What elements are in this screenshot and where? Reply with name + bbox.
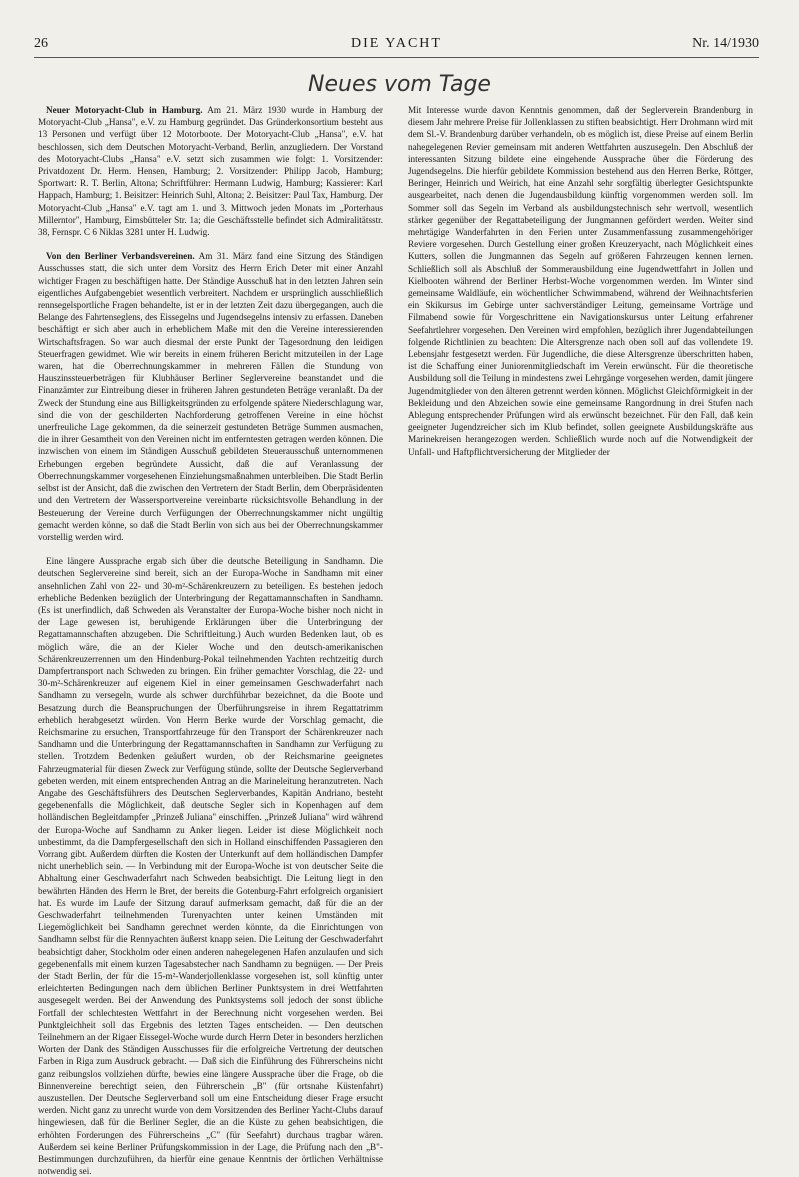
article-columns <box>38 104 753 1177</box>
article-2-paragraph-2: Eine längere Aussprache ergab sich über die deutsche Beteiligung in Sandhamn. Die deutschen Seglervereine sind bereit, sich an der Europa-Woche in Sandhamn mit einer ansehnlichen Zahl von 22- und 30-m²-Schärenkreuzern zu beteiligen. Es bestehen jedoch erhebliche Bedenken bezüglich der Unterbringung der Regattamannschaften in Sandhamn. (Es ist unerfindlich, daß Schweden als Veranstalter der Europa-Woche bisher noch nicht in der Lage gewesen ist, beruhigende Erklärungen über die Unterbringung der Regattamannschaften abzugeben. Die Schriftleitung.) Auch wurden Bedenken laut, ob es möglich wäre, die an der Kieler Woche und den deutsch-amerikanischen Schärenkreuzerrennen um den Hindenburg-Pokal teilnehmenden Yachten rechtzeitig durch Dampfertransport nach Schweden zu bringen. Ein früher gemachter Vorschlag, die 22- und 30-m²-Schärenkreuzer auf eigenem Kiel in einer gemeinsamen Geschwaderfahrt nach Sandhamn zu versegeln, wurde als schwer durchführbar bezeichnet, da die Boote und Besatzung durch die Beanspruchungen der Überführungsreise in ihrem Regattatrimm erheblich herabgesetzt würden. Von Herrn Berke wurde der Vorschlag gemacht, die Reichsmarine zu ersuchen, Transportfahrzeuge für den Transport der Schärenkreuzer nach Sandhamn und die Unterbringung der Regattamannschaften in Sandhamn zur Verfügung zu stellen. Trotzdem Bedenken geäußert wurden, ob der Reichsmarine geeignetes Fahrzeugmaterial für diesen Zweck zur Verfügung stünde, sollte der Deutsche Seglerverband gebeten werden, mit einem entsprechenden Antrag an die Marineleitung heranzutreten. Nach Angabe des Geschäftsführers des Deutschen Seglerverbandes, Kapitän Andriano, besteht gegebenenfalls die Möglichkeit, daß deutsche Segler sich in Kopenhagen auf dem holländischen Begleitdampfer „Prinzeß Juliana" einschiffen. „Prinzeß Juliana" wird während der Europa-Woche auf Sandhamn zu Anker liegen. Leider ist diese Möglichkeit noch unbestimmt, da die Dampfergesellschaft den sich in Holland einschiffenden Passagieren den Vorrang gibt. Außerdem dürften die Kosten der Unterkunft auf dem holländischen Dampfer nicht unerheblich sein. — In Verbindung mit der Europa-Woche ist von deutscher Seite die Abhaltung einer Geschwaderfahrt nach Schweden beabsichtigt. Die Leitung liegt in den bewährten Händen des Herrn le Bret, der bereits die Gotenburg-Fahrt erfolgreich organisiert hat. Es wurde im Laufe der Sitzung darauf aufmerksam gemacht, daß für die an der Geschwaderfahrt teilnehmenden Turenyachten unter keinen Umständen mit Liegemöglichkeit bei Sandhamn gerechnet werden könnte, da die Einrichtungen von Sandhamn selbst für die Rennyachten äußerst knapp seien. Die Leitung der Geschwaderfahrt beabsichtigt daher, Stockholm oder einen anderen nahegelegenen Hafen anzulaufen und sich gegebenenfalls mit einem kurzen Tagesabstecher nach Sandhamn zu begnügen. — Der Preis der Stadt Berlin, der für die 15-m²-Wanderjollenklasse vorgesehen ist, soll künftig unter erleichterten Bedingungen nach dem üblichen Berliner Punktsystem in drei Wettfahrten ausgesegelt werden. Bei der Anwendung des Punktsystems soll jedoch der sonst übliche Fortfall der schlechtesten Wettfahrt in der Berechnung nicht vorgesehen werden. Bei Punktgleichheit soll das Ergebnis des letzten Tages entscheiden. — Den deutschen Teilnehmern an der Rigaer Eissegel-Woche wurde durch Herrn Deter in besonders herzlichen Worten der Dank des Ständigen Ausschusses für die erfolgreiche Vertretung der deutschen Farben in Riga zum Ausdruck gebracht. — Daß sich die Einführung des Führerscheins nicht ganz reibungslos vollziehen dürfte, bewies eine längere Aussprache über die Frage, ob die Binnenvereine berechtigt seien, den Führerschein „B" (für ortsnahe Küstenfahrt) auszustellen. Der Deutsche Seglerverband soll um eine Entscheidung dieser Frage ersucht werden. Nicht ganz zu unrecht wurde von dem Vorsitzenden des Berliner Yacht-Clubs darauf hingewiesen, daß für die Berliner Segler, die an die Küste zu gehen beabsichtigen, die erhöhten Forderungen des Führerscheins „C" (für Seefahrt) durchaus tragbar wären. Außerdem sei keine Berliner Prüfungskommission in der Lage, die Prüfung nach den „B"-Bestimmungen durchzuführen, da hierfür eine genaue Kenntnis der örtlichen Verhältnisse notwendig sei. <box>38 556 383 1177</box>
article-1-heading: Neuer Motoryacht-Club in Hamburg. <box>46 105 203 115</box>
article-2-heading: Von den Berliner Verbandsvereinen. <box>46 251 195 262</box>
header-rule <box>34 57 759 58</box>
magazine-title: DIE YACHT <box>351 36 442 51</box>
article-1 <box>38 104 383 238</box>
right-column <box>408 104 753 1064</box>
article-2-paragraph-3: Mit Interesse wurde davon Kenntnis genommen, daß der Seglerverein Brandenburg in diesem Jahr mehrere Preise für Jollenklassen zu stiften beabsichtigt. Herr Drohmann wird mit dem Sl.-V. Brandenburg darüber verhandeln, ob es möglich ist, diese Preise auf einem Berlin nahegelegenen Revier gemeinsam mit anderen Wettfahrten auszusegeln. Den Abschluß der interessanten Sitzung bildete eine eingehende Aussprache über die Förderung des Jugendsegelns. Die hierfür gebildete Kommission bestehend aus den Herren Berke, Röttger, Beringer, Heinrich und Weirich, hat eine Anzahl sehr sorgfältig überlegter Gesichtspunkte ausgearbeitet, nach denen die Jugendausbildung künftig vorgenommen werden soll. Im Sommer soll das Segeln im Verband als ausbildungstechnisch sehr wertvoll, wesentlich stärker gegenüber der Regattabeteiligung der Jungmannen gefördert werden. Weiter sind mehrtägige Wanderfahrten in den Ferien unter Zusammenfassung zusammengehöriger Reviere vorgesehen. Durch Gestellung einer großen Kreuzeryacht, nach Möglichkeit eines Kutters, sollen die Jungmannen das Segeln auf größeren Fahrzeugen kennen lernen. Schließlich soll als Abschluß der Sommerausbildung eine Jugendwettfahrt in Jollen und Kielbooten während der Berliner Herbst-Woche vorgenommen werden. Im Winter sind gemeinsame Waldläufe, ein wöchentlicher Schwimmabend, während der Weihnachtsferien ein Skikursus im Gebirge unter sachverständiger Leitung, gemeinsame Vorträge und Filmabend sowie für Vorgeschrittene ein Navigationskursus unter Leitung erfahrener Seefahrtlehrer vorgesehen. Den Vereinen wird empfohlen, bezüglich ihrer Jugendabteilungen folgende Richtlinien zu beachten: Die Altersgrenze nach oben soll auf das vollendete 19. Lebensjahr festgesetzt werden. Für Jugendliche, die diese Altersgrenze überschritten haben, ist die Schaffung einer Juniorenmitgliedschaft im Verein erwünscht. Für die theoretische Ausbildung soll die Teilung in mindestens zwei Lehrgänge vorgesehen werden, damit jüngere Jugendmitglieder von den älteren getrennt werden können. Möglichst Gleichförmigkeit in der Bekleidung und den Abzeichen sowie eine gemeinsame Rangordnung in drei Stufen nach Ablegung entsprechender Prüfungen wird als erwünscht bezeichnet. Für den Fall, daß kein geeigneter Jugendzreicher sich im Klub befindet, sollen geeignete Ausbildungskräfte aus Marinekreisen herangezogen werden. Schließlich wurde noch auf die Notwendigkeit der Unfall- und Haftpflichtversicherung der Mitglieder der <box>408 105 753 457</box>
page-header <box>34 36 759 56</box>
page-number: 26 <box>34 36 48 51</box>
article-2 <box>38 250 383 543</box>
section-title: Neues vom Tage <box>308 72 491 97</box>
left-column <box>38 104 383 1177</box>
issue-number: Nr. 14/1930 <box>692 36 759 51</box>
article-2-body: Am 31. März fand eine Sitzung des Ständigen Ausschusses statt, die sich unter dem Vorsitz des Herrn Erich Deter mit einer Anzahl wichtiger Fragen zu beschäftigen hatte. Der Ständige Ausschuß hat in den letzten Jahren sein eigentliches Aufgabengebiet wesentlich verbreitert. Nachdem er ursprünglich ausschließlich rennsegelsportliche Fragen behandelte, ist er in der letzten Zeit dazu übergegangen, auch die Belange des Fahrtenseglens, des Eissegelns und Jugendsegelns intensiv zu erfassen. Daneben beschäftigt er sich aber auch in erheblichem Maße mit den die Vereine interessierenden Wirtschaftsfragen. So war auch diesmal der erste Punkt der Tagesordnung den leidigen Steuerfragen gewidmet. Wie wir bereits in einem früheren Bericht mitzuteilen in der Lage waren, hat die Oberrechnungskammer in mehreren Fällen die Stundung von Hauszinssteuerbeträgen für Klubhäuser Berliner Seglervereine beanstandet und die Finanzämter zur Eintreibung dieser in früheren Jahren gestundeten Beträge veranlaßt. Da der Zweck der Stundung eine aus Billigkeitsgründen zu erfolgende spätere Niederschlagung war, sind die von der geschilderten Nachforderung getroffenen Vereine in eine höchst unerfreuliche Lage gekommen, da die seinerzeit gestundeten Beträge Summen ausmachen, die in ihrer Gesamtheit von den Vereinen nicht im entferntesten getragen werden können. Die inzwischen von einem im Ständigen Ausschuß gebildeten Steuerausschuß unternommenen Erhebungen ergeben begründete Aussicht, daß die auf Veranlassung der Oberrechnungskammer vorgesehenen Einziehungsmaßnahmen unterbleiben. Die Stadt Berlin selbst ist der Ansicht, daß die zwischen den Vertretern der Stadt Berlin, dem Oberpräsidenten und den Vertretern der Wassersportvereine vereinbarte rücksichtsvolle Behandlung in der Besteuerung der Vereine durch Verfügungen der Oberrechnungskammer nicht ungültig gemacht werden könne, so daß die Stadt Berlin von sich aus bei der Oberrechnungskammer vorstellig werden wird. <box>38 251 383 542</box>
article-1-body: Am 21. März 1930 wurde in Hamburg der Motoryacht-Club „Hansa", e.V. zu Hamburg gegründet. Das Gründerkonsortium besteht aus 13 Personen und verfügt über 12 Motorboote. Der Motoryacht-Club „Hansa", e.V. hat beschlossen, sich dem Deutschen Motoryacht-Verband, Berlin, anzugliedern. Der Vorstand des Motoryacht-Clubs „Hansa" e.V. setzt sich zusammen wie folgt: 1. Vorsitzender: Privatdozent Dr. Herm. Hensen, Hamburg; 2. Vorsitzender: Philipp Jacob, Hamburg; Sportwart: R. T. Berlin, Altona; Schriftführer: Hermann Ludwig, Hamburg; Kassierer: Karl Happach, Hamburg; 1. Beisitzer: Heinrich Suhl, Altona; 2. Beisitzer: Paul Tax, Hamburg. Der Motoryacht-Club „Hansa" e.V. tagt am 1. und 3. Mittwoch jeden Monats im „Porterhaus Millerntor", Hamburg, Eimsbütteler Str. 1a; die Geschäftsstelle befindet sich Admiralitätsstr. 38, Fernspr. C 6 Niklas 3281 unter H. Ludwig. <box>38 105 383 238</box>
